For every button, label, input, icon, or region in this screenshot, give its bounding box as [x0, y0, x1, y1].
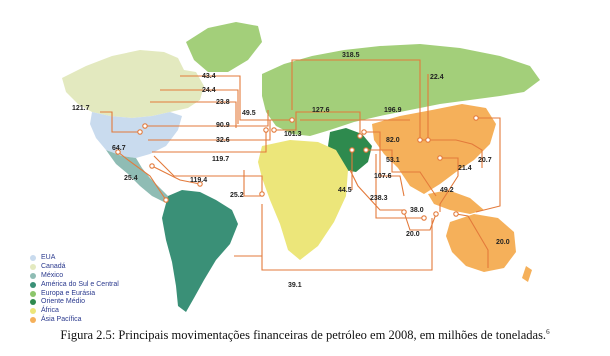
flow-label: 43.4	[202, 73, 216, 80]
flow-endpoint	[290, 118, 294, 122]
flow-label: 39.1	[288, 282, 302, 289]
legend-item	[30, 263, 119, 272]
flow-endpoint	[150, 164, 154, 168]
flow-endpoint	[474, 116, 478, 120]
flow-endpoint	[438, 156, 442, 160]
flow-label: 318.5	[342, 52, 360, 59]
flow-endpoint	[350, 148, 354, 152]
flow-endpoint	[264, 128, 268, 132]
flow-label: 20.7	[478, 157, 492, 164]
flow-label: 20.0	[496, 239, 510, 246]
region-new-zealand	[522, 266, 532, 282]
legend-label: EUA	[41, 254, 56, 262]
figure-caption	[0, 328, 610, 343]
legend	[30, 254, 119, 324]
flow-label: 21.4	[458, 165, 472, 172]
legend-label: Canadá	[41, 263, 66, 271]
flow-label: 20.0	[406, 231, 420, 238]
legend-swatch	[30, 273, 36, 279]
flow-label: 53.1	[386, 157, 400, 164]
flow-label: 25.4	[124, 175, 138, 182]
legend-swatch	[30, 299, 36, 305]
flow-endpoint	[426, 138, 430, 142]
legend-swatch	[30, 308, 36, 314]
flow-endpoint	[164, 198, 168, 202]
flow-label: 49.5	[242, 110, 256, 117]
caption-text: Figura 2.5: Principais movimentações financeiras de petróleo em 2008, em milhões de toneladas.	[60, 328, 547, 343]
legend-item	[30, 316, 119, 325]
flow-label: 49.2	[440, 187, 454, 194]
flow-label: 44.5	[338, 187, 352, 194]
caption-footnote: 6	[546, 328, 550, 336]
region-africa	[258, 140, 348, 260]
flow-endpoint	[364, 148, 368, 152]
legend-swatch	[30, 264, 36, 270]
legend-label: Europa e Eurásia	[41, 289, 96, 297]
flow-label: 127.6	[312, 107, 330, 114]
flow-label: 90.9	[216, 122, 230, 129]
legend-label: México	[41, 271, 64, 279]
flow-label: 32.6	[216, 137, 230, 144]
flow-label: 23.8	[216, 99, 230, 106]
flow-label: 38.0	[410, 207, 424, 214]
flow-endpoint	[422, 216, 426, 220]
flow-label: 107.6	[374, 173, 392, 180]
flow-endpoint	[143, 124, 147, 128]
flow-endpoint	[138, 130, 142, 134]
flow-label: 22.4	[430, 74, 444, 81]
flow-endpoint	[418, 138, 422, 142]
legend-item	[30, 280, 119, 289]
flow-endpoint	[362, 130, 366, 134]
legend-item	[30, 272, 119, 281]
flow-route	[404, 212, 436, 230]
flow-label: 121.7	[72, 105, 90, 112]
legend-swatch	[30, 291, 36, 297]
legend-swatch	[30, 255, 36, 261]
flow-endpoint	[402, 210, 406, 214]
flow-label: 119.4	[190, 177, 208, 184]
flow-endpoint	[260, 192, 264, 196]
flow-label: 196.9	[384, 107, 402, 114]
flow-endpoint	[454, 212, 458, 216]
flow-label: 101.3	[284, 131, 302, 138]
region-greenland	[186, 22, 262, 72]
flow-endpoint	[272, 128, 276, 132]
flow-endpoint	[434, 212, 438, 216]
legend-label: América do Sul e Central	[41, 280, 119, 288]
region-se-asia	[428, 190, 484, 214]
legend-swatch	[30, 317, 36, 323]
flow-label: 64.7	[112, 145, 126, 152]
flow-route	[244, 170, 262, 196]
flow-label: 119.7	[212, 156, 230, 163]
legend-item	[30, 298, 119, 307]
flow-label: 24.4	[202, 87, 216, 94]
legend-item	[30, 289, 119, 298]
flow-label: 82.0	[386, 137, 400, 144]
flow-label: 238.3	[370, 195, 388, 202]
flow-label: 25.2	[230, 192, 244, 199]
region-mexico	[106, 150, 170, 202]
legend-item	[30, 307, 119, 316]
legend-label: África	[41, 307, 59, 315]
region-usa	[90, 112, 182, 158]
region-south-america	[162, 190, 238, 312]
legend-item	[30, 254, 119, 263]
legend-swatch	[30, 282, 36, 288]
legend-label: Ásia Pacífica	[41, 315, 82, 323]
flow-endpoint	[358, 134, 362, 138]
legend-label: Oriente Médio	[41, 298, 85, 306]
